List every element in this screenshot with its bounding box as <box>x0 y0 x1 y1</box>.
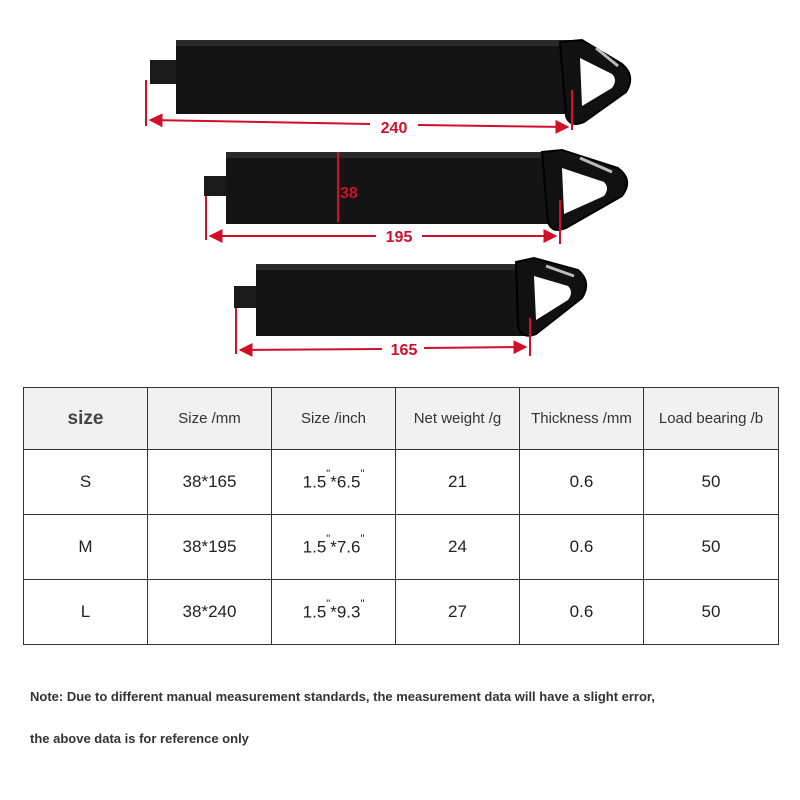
cell-size-mm: 38*195 <box>148 515 272 580</box>
cell-load-bearing: 50 <box>644 580 779 645</box>
width-label: 38 <box>340 185 358 202</box>
length-label-small: 165 <box>390 342 418 359</box>
cell-net-weight: 21 <box>396 450 520 515</box>
header-size-mm: Size /mm <box>148 388 272 450</box>
cell-size-mm: 38*240 <box>148 580 272 645</box>
strap-small <box>234 258 586 359</box>
cell-load-bearing: 50 <box>644 450 779 515</box>
header-net-weight: Net weight /g <box>396 388 520 450</box>
header-load-bearing: Load bearing /b <box>644 388 779 450</box>
strap-medium <box>204 150 627 246</box>
table-header-row <box>24 388 779 450</box>
note-line-1: Note: Due to different manual measurement standards, the measurement data will have a slight error, <box>30 689 655 704</box>
cell-size-inch: 1.5"*7.6" <box>272 515 396 580</box>
product-image <box>0 0 800 380</box>
cell-size-inch: 1.5"*9.3" <box>272 580 396 645</box>
cell-net-weight: 27 <box>396 580 520 645</box>
cell-size: M <box>24 515 148 580</box>
carabiner-icon <box>516 258 586 336</box>
table-row <box>24 515 779 580</box>
carabiner-icon <box>560 40 630 124</box>
cell-size-mm: 38*165 <box>148 450 272 515</box>
cell-thickness: 0.6 <box>520 515 644 580</box>
header-thickness: Thickness /mm <box>520 388 644 450</box>
cell-thickness: 0.6 <box>520 450 644 515</box>
length-label-medium: 195 <box>385 229 413 246</box>
cell-size: L <box>24 580 148 645</box>
carabiner-icon <box>542 150 627 230</box>
cell-thickness: 0.6 <box>520 580 644 645</box>
table-row <box>24 450 779 515</box>
size-table <box>23 387 779 645</box>
table-row <box>24 580 779 645</box>
cell-size: S <box>24 450 148 515</box>
cell-load-bearing: 50 <box>644 515 779 580</box>
header-size: size <box>24 388 148 450</box>
strap-large <box>146 40 630 137</box>
cell-net-weight: 24 <box>396 515 520 580</box>
note-line-2: the above data is for reference only <box>30 731 249 746</box>
cell-size-inch: 1.5"*6.5" <box>272 450 396 515</box>
length-label-large: 240 <box>380 120 408 137</box>
header-size-inch: Size /inch <box>272 388 396 450</box>
